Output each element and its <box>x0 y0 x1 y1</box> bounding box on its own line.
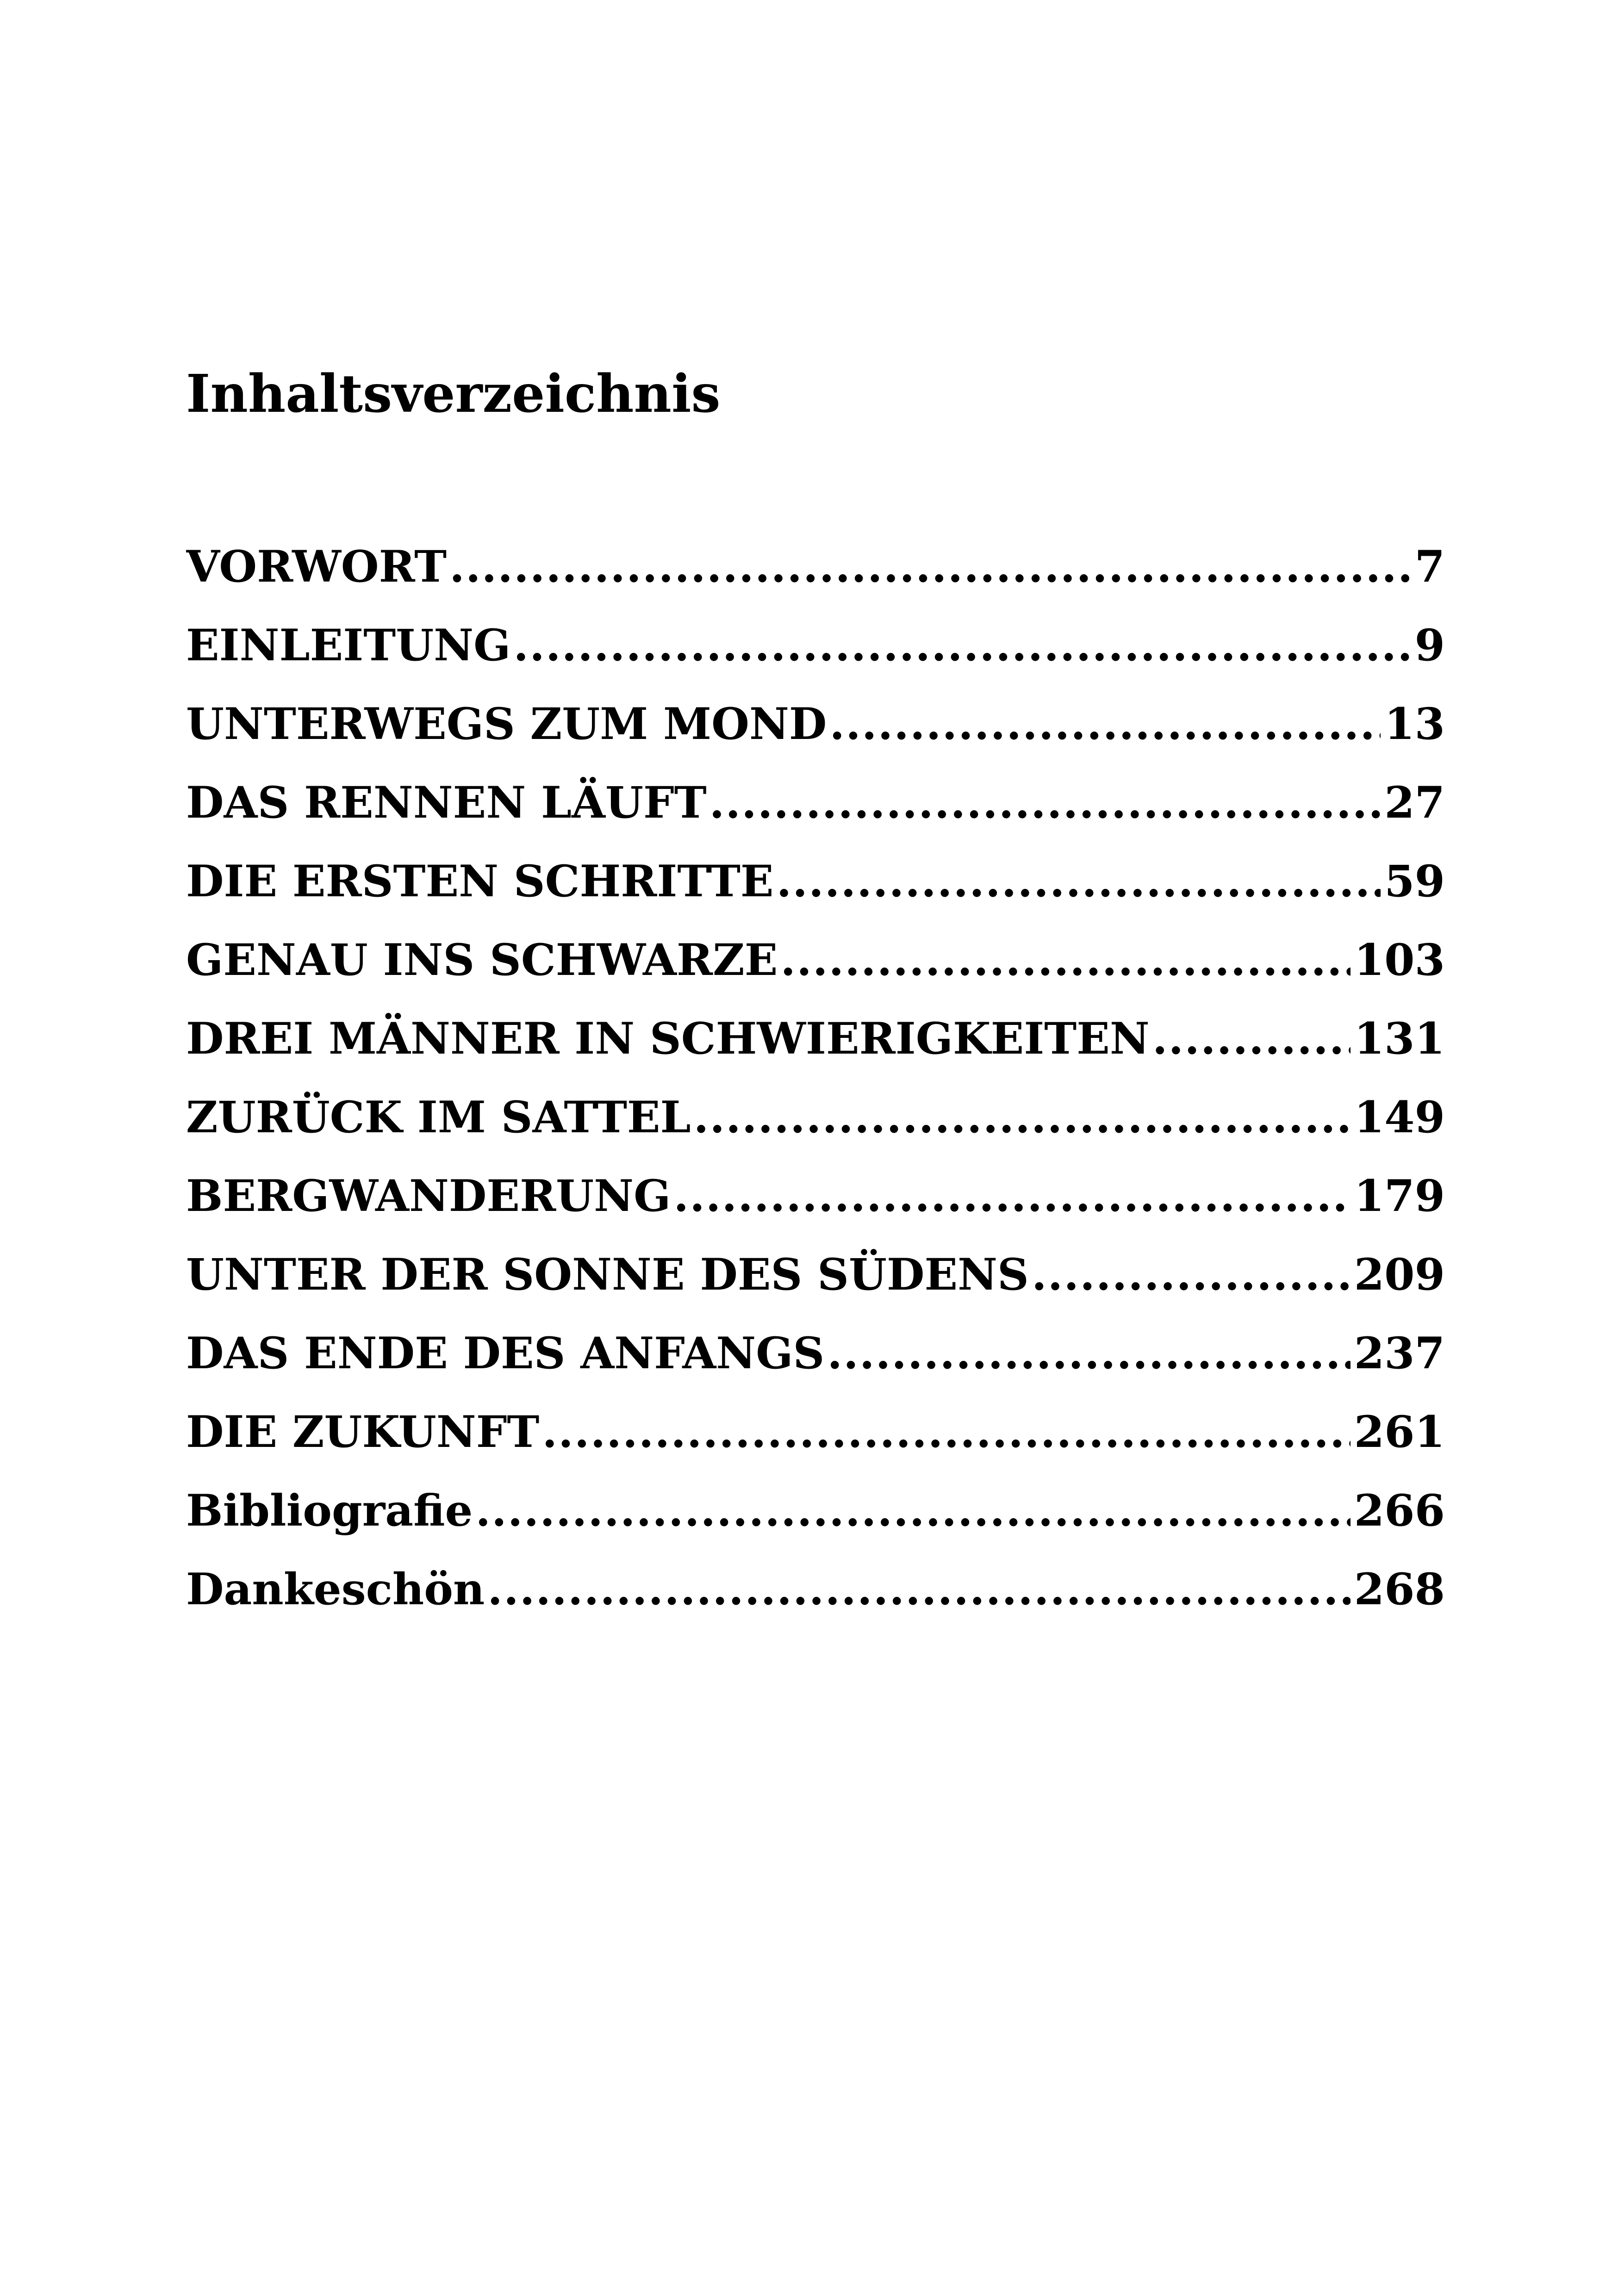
dot-leader <box>694 1078 1350 1157</box>
toc-entry[interactable] <box>186 999 1445 1078</box>
toc-entry-label: DIE ERSTEN SCHRITTE <box>186 856 774 907</box>
toc-entry-page: 268 <box>1354 1564 1445 1615</box>
toc-entry[interactable] <box>186 921 1445 999</box>
toc-entry-label: BERGWANDERUNG <box>186 1171 671 1222</box>
toc-entry-label: Dankeschön <box>186 1564 485 1615</box>
toc-entry-page: 27 <box>1384 777 1445 828</box>
toc-entry[interactable] <box>186 685 1445 763</box>
toc-entry-page: 103 <box>1354 935 1445 986</box>
toc-entry-label: DAS ENDE DES ANFANGS <box>186 1328 825 1379</box>
toc-entry-page: 13 <box>1384 699 1445 750</box>
dot-leader <box>475 1471 1350 1550</box>
toc-entry-page: 7 <box>1414 541 1445 592</box>
dot-leader <box>709 763 1381 842</box>
toc-entry-label: DIE ZUKUNFT <box>186 1407 540 1458</box>
dot-leader <box>777 842 1381 921</box>
dot-leader <box>487 1550 1350 1629</box>
dot-leader <box>827 1314 1350 1393</box>
toc-entry[interactable] <box>186 527 1445 606</box>
toc-entry[interactable] <box>186 1314 1445 1393</box>
dot-leader <box>449 527 1411 606</box>
dot-leader <box>780 921 1350 999</box>
toc-entry[interactable] <box>186 763 1445 842</box>
toc-entry-label: EINLEITUNG <box>186 620 511 671</box>
toc-entry-label: Bibliografie <box>186 1485 473 1536</box>
toc-entry-page: 131 <box>1354 1013 1445 1064</box>
toc-entry[interactable] <box>186 606 1445 685</box>
dot-leader <box>829 685 1381 763</box>
toc-entry[interactable] <box>186 1471 1445 1550</box>
toc-entry-label: DREI MÄNNER IN SCHWIERIGKEITEN <box>186 1013 1150 1064</box>
toc-entry[interactable] <box>186 1078 1445 1157</box>
dot-leader <box>542 1393 1350 1471</box>
dot-leader <box>1032 1235 1350 1314</box>
toc-entry-label: UNTERWEGS ZUM MOND <box>186 699 827 750</box>
toc-entry-page: 237 <box>1354 1328 1445 1379</box>
toc-entry-page: 149 <box>1354 1092 1445 1143</box>
toc-entry[interactable] <box>186 1550 1445 1629</box>
page-title: Inhaltsverzeichnis <box>186 364 721 424</box>
toc-entry-label: ZURÜCK IM SATTEL <box>186 1092 691 1143</box>
toc-entry[interactable] <box>186 1393 1445 1471</box>
dot-leader <box>673 1157 1350 1235</box>
table-of-contents <box>186 527 1445 1629</box>
toc-entry[interactable] <box>186 1235 1445 1314</box>
toc-entry-label: DAS RENNEN LÄUFT <box>186 777 707 828</box>
toc-entry-page: 59 <box>1384 856 1445 907</box>
toc-entry[interactable] <box>186 1157 1445 1235</box>
toc-entry-page: 261 <box>1354 1407 1445 1458</box>
toc-entry[interactable] <box>186 842 1445 921</box>
toc-entry-page: 209 <box>1354 1249 1445 1300</box>
toc-entry-label: GENAU INS SCHWARZE <box>186 935 778 986</box>
dot-leader <box>1152 999 1350 1078</box>
toc-entry-page: 9 <box>1414 620 1445 671</box>
toc-entry-page: 266 <box>1354 1485 1445 1536</box>
toc-entry-page: 179 <box>1354 1171 1445 1222</box>
dot-leader <box>513 606 1411 685</box>
toc-entry-label: VORWORT <box>186 541 447 592</box>
toc-entry-label: UNTER DER SONNE DES SÜDENS <box>186 1249 1029 1300</box>
